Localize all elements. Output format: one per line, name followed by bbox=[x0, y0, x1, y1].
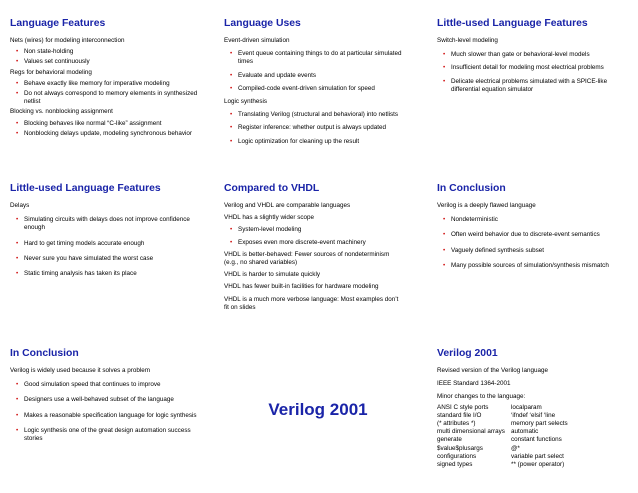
feature-cell: signed types bbox=[437, 461, 473, 469]
sub-bullet-text: • Simulating circuits with delays does not improve confidence enough bbox=[10, 216, 200, 232]
sub-bullet-text: • Nondeterministic bbox=[437, 216, 633, 224]
bullet-text: Verilog and VHDL are comparable languages bbox=[224, 202, 351, 209]
feature-cell: variable part select bbox=[511, 452, 564, 460]
sub-bullet-text: • Static timing analysis has taken its place bbox=[10, 270, 200, 278]
slide-body bbox=[224, 202, 404, 312]
bullet-text: Event-driven simulation bbox=[224, 37, 290, 44]
sub-bullet-text: • Behave exactly like memory for imperative modeling bbox=[10, 80, 210, 88]
feature-cell: configurations bbox=[437, 452, 477, 460]
sub-bullet-text: • Insufficient detail for modeling most electrical problems bbox=[437, 64, 633, 72]
feature-cell: (* attributes *) bbox=[437, 420, 476, 428]
bullet-text: Minor changes to the language: bbox=[437, 393, 526, 401]
slide-language-uses bbox=[224, 18, 416, 151]
slide-title: Language Features bbox=[10, 18, 106, 29]
feature-cell: automatic bbox=[511, 428, 539, 436]
sub-bullet-text: • Register inference: whether output is always updated bbox=[224, 124, 416, 132]
slide-compared-to-vhdl bbox=[224, 183, 404, 316]
bullet-text: Delays bbox=[10, 202, 30, 209]
slide-body bbox=[224, 37, 416, 146]
slide-body bbox=[10, 367, 200, 443]
feature-cell: ANSI C style ports bbox=[437, 403, 489, 411]
slide-title: Little-used Language Features bbox=[10, 183, 161, 194]
sub-bullet-text: • Do not always correspond to memory elements in synthesized netlist bbox=[10, 90, 210, 106]
feature-cell: ‘ifndef ‘elsif ‘line bbox=[511, 411, 556, 419]
slide-body bbox=[437, 37, 633, 94]
slide-title: In Conclusion bbox=[10, 348, 79, 359]
sub-bullet-text: • Logic optimization for cleaning up the result bbox=[224, 138, 416, 146]
sub-bullet-text: • Hard to get timing models accurate enough bbox=[10, 240, 200, 248]
slide-little-used-features-1 bbox=[437, 18, 633, 99]
sub-bullet-text: • Nonblocking delays update, modeling synchronous behavior bbox=[10, 130, 210, 138]
bullet-text: Nets (wires) for modeling interconnection bbox=[10, 37, 125, 44]
sub-bullet-text: • Vaguely defined synthesis subset bbox=[437, 247, 633, 255]
sub-bullet-text: • Evaluate and update events bbox=[224, 72, 416, 80]
slide-title: Verilog 2001 bbox=[437, 348, 498, 359]
feature-cell: localparam bbox=[511, 403, 542, 411]
slide-language-features bbox=[10, 18, 210, 140]
sub-bullet-text: • Exposes even more discrete-event machinery bbox=[224, 239, 404, 247]
bullet-text: VHDL is better-behaved: Fewer sources of nondeterminism (e.g., no shared variables) bbox=[224, 250, 390, 267]
sub-bullet-text: • Translating Verilog (structural and behavioral) into netlists bbox=[224, 111, 416, 119]
sub-bullet-text: • Many possible sources of simulation/synthesis mismatch bbox=[437, 262, 633, 270]
bullet-text: Logic synthesis bbox=[224, 98, 268, 106]
sub-bullet-text: • Blocking behaves like normal “C-like” assignment bbox=[10, 120, 210, 128]
bullet-text: Regs for behavioral modeling bbox=[10, 68, 92, 76]
sub-bullet-text: • Event queue containing things to do at particular simulated times bbox=[224, 50, 416, 66]
slide-in-conclusion-2 bbox=[10, 348, 200, 450]
sub-bullet-text: • Designers use a well-behaved subset of the language bbox=[10, 396, 200, 404]
sub-bullet-text: • Values set continuously bbox=[10, 58, 210, 66]
feature-cell: generate bbox=[437, 436, 462, 444]
slide-title: Language Uses bbox=[224, 18, 301, 29]
bullet-text: IEEE Standard 1364-2001 bbox=[437, 380, 511, 388]
feature-cell: standard file I/O bbox=[437, 411, 482, 419]
feature-cell: $value$plusargs bbox=[437, 444, 483, 452]
slide-in-conclusion-1 bbox=[437, 183, 633, 277]
slide-verilog-2001 bbox=[437, 348, 633, 469]
sub-bullet-text: • System-level modeling bbox=[224, 226, 404, 234]
feature-cell: constant functions bbox=[511, 436, 562, 444]
slide-title: Compared to VHDL bbox=[224, 183, 320, 194]
slide-body bbox=[10, 37, 210, 138]
sub-bullet-text: • Often weird behavior due to discrete-event semantics bbox=[437, 231, 633, 239]
sub-bullet-text: • Never sure you have simulated the worst case bbox=[10, 255, 200, 263]
bullet-text: Blocking vs. nonblocking assignment bbox=[10, 108, 113, 116]
slide-title: Little-used Language Features bbox=[437, 18, 588, 29]
feature-cell: @* bbox=[511, 444, 520, 452]
sub-bullet-text: • Delicate electrical problems simulated with a SPICE-like differential equation simulator bbox=[437, 78, 633, 94]
slide-body bbox=[10, 202, 200, 278]
slide-little-used-features-2 bbox=[10, 183, 200, 285]
bullet-text: VHDL has fewer built-in facilities for hardware modeling bbox=[224, 283, 379, 291]
sub-bullet-text: • Much slower than gate or behavioral-level models bbox=[437, 51, 633, 59]
bullet-text: VHDL has a slightly wider scope bbox=[224, 214, 315, 222]
sub-bullet-text: • Good simulation speed that continues to improve bbox=[10, 381, 200, 389]
feature-cell: ** (power operator) bbox=[511, 461, 565, 469]
feature-cell: multi dimensional arrays bbox=[437, 428, 505, 436]
slide-title: In Conclusion bbox=[437, 183, 506, 194]
slide-body bbox=[437, 202, 633, 270]
sub-bullet-text: • Non state-holding bbox=[10, 48, 210, 56]
feature-table bbox=[437, 404, 633, 470]
bullet-text: VHDL is a much more verbose language: Most examples don’t fit on slides bbox=[224, 295, 399, 311]
bullet-text: Switch-level modeling bbox=[437, 37, 498, 44]
bullet-text: Revised version of the Verilog language bbox=[437, 367, 548, 374]
sub-bullet-text: • Makes a reasonable specification language for logic synthesis bbox=[10, 412, 200, 420]
sub-bullet-text: • Compiled-code event-driven simulation for speed bbox=[224, 85, 416, 93]
bullet-text: VHDL is harder to simulate quickly bbox=[224, 271, 321, 279]
title-slide-verilog-2001: Verilog 2001 bbox=[268, 400, 368, 419]
feature-cell: memory part selects bbox=[511, 420, 568, 428]
slide-body bbox=[437, 367, 633, 469]
bullet-text: Verilog is a deeply flawed language bbox=[437, 202, 536, 209]
bullet-text: Verilog is widely used because it solves a problem bbox=[10, 367, 151, 374]
sub-bullet-text: • Logic synthesis one of the great design automation success stories bbox=[10, 427, 200, 443]
